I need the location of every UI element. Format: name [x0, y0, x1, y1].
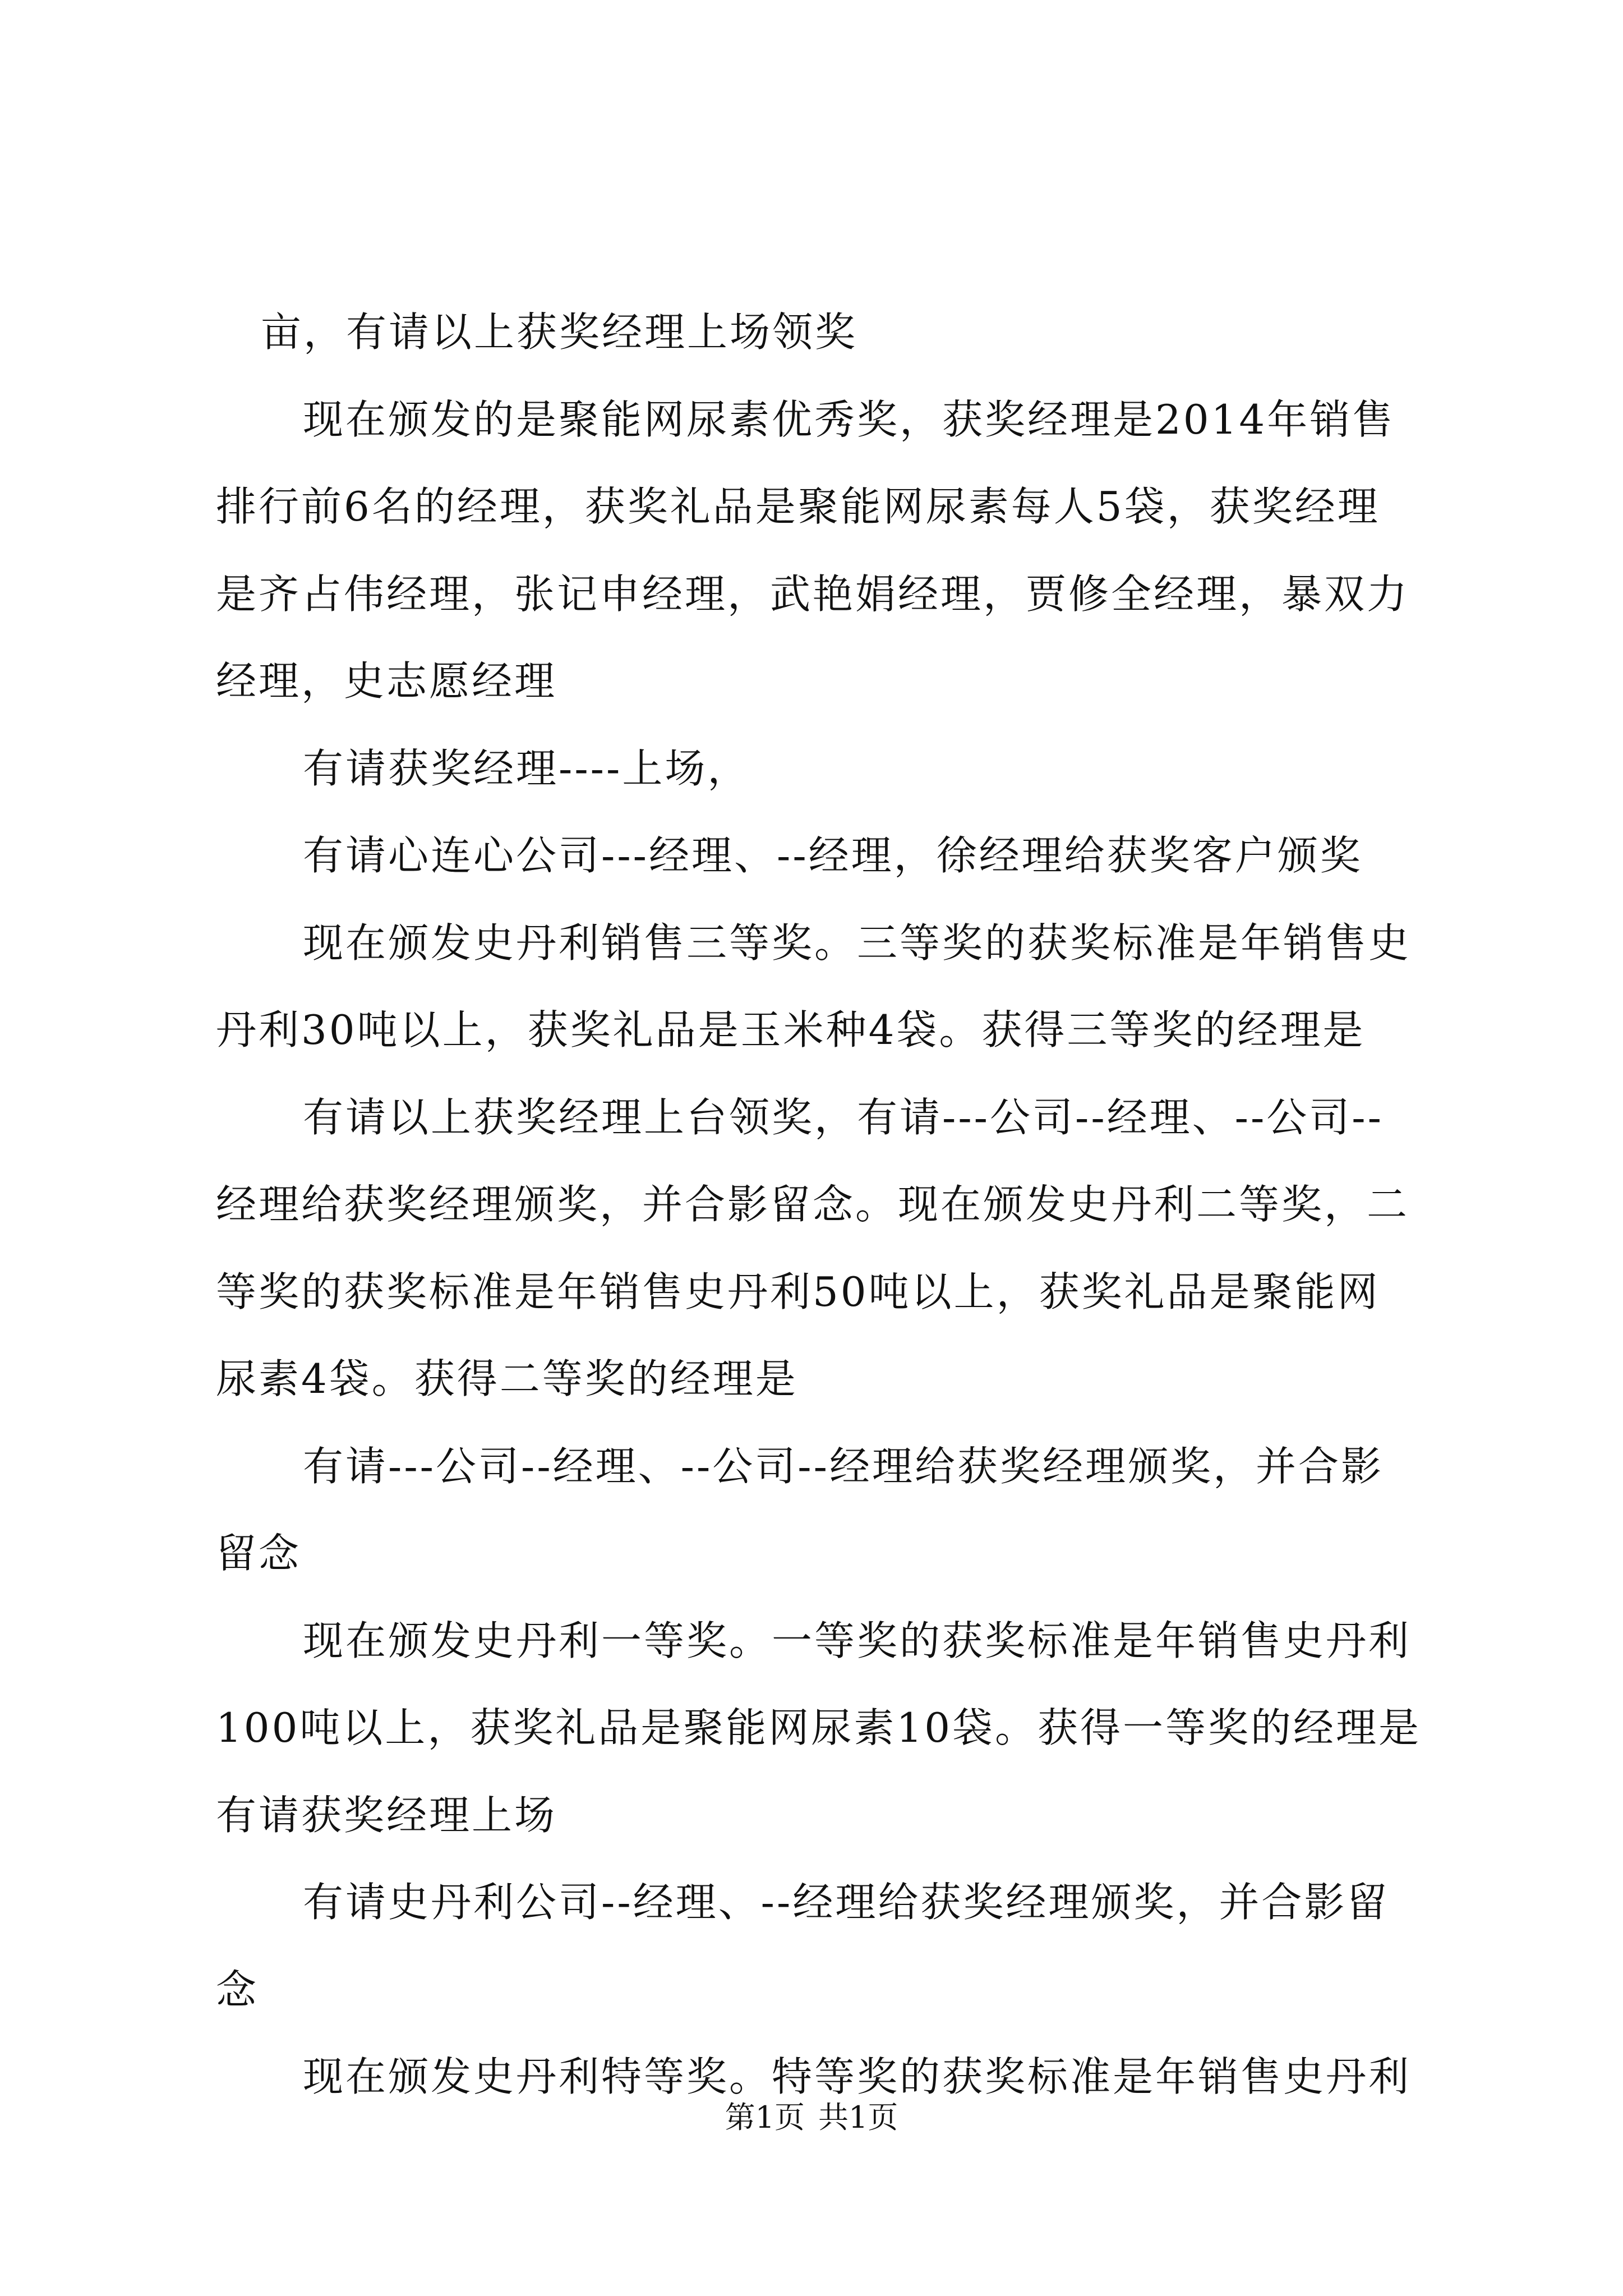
page-footer — [0, 2098, 1623, 2137]
document-body — [216, 289, 1422, 2121]
page-number: 第1页 — [725, 2100, 805, 2135]
paragraph: 现在颁发史丹利销售三等奖。三等奖的获奖标准是年销售史丹利30吨以上，获奖礼品是玉米种4袋。获得三等奖的经理是 — [216, 919, 1412, 1053]
paragraph: 现在颁发的是聚能网尿素优秀奖，获奖经理是2014年销售排行前6名的经理，获奖礼品是聚能网尿素每人5袋，获奖经理是齐占伟经理，张记申经理，武艳娟经理，贾修全经理，暴双力经理，史志愿经理 — [216, 395, 1410, 705]
paragraph: 现在颁发史丹利一等奖。一等奖的获奖标准是年销售史丹利100吨以上，获奖礼品是聚能网尿素10袋。获得一等奖的经理是有请获奖经理上场 — [216, 1617, 1422, 1839]
paragraph: 有请史丹利公司--经理、--经理给获奖经理颁奖，并合影留念 — [216, 1879, 1390, 2013]
page-total: 共1页 — [818, 2100, 898, 2135]
paragraph: 有请心连心公司---经理、--经理，徐经理给获奖客户颁奖 — [303, 832, 1363, 879]
paragraph: 有请获奖经理----上场， — [303, 744, 750, 792]
paragraph: 有请以上获奖经理上台领奖，有请---公司--经理、--公司--经理给获奖经理颁奖，并合影留念。现在颁发史丹利二等奖，二等奖的获奖标准是年销售史丹利50吨以上，获奖礼品是聚能网尿素4袋。获得二等奖的经理是 — [216, 1093, 1410, 1402]
paragraph: 亩，有请以上获奖经理上场领奖 — [261, 309, 858, 356]
paragraph: 现在颁发史丹利特等奖。特等奖的获奖标准是年销售史丹利 — [303, 2053, 1412, 2100]
paragraph: 有请---公司--经理、--公司--经理给获奖经理颁奖，并合影留念 — [216, 1442, 1384, 1577]
